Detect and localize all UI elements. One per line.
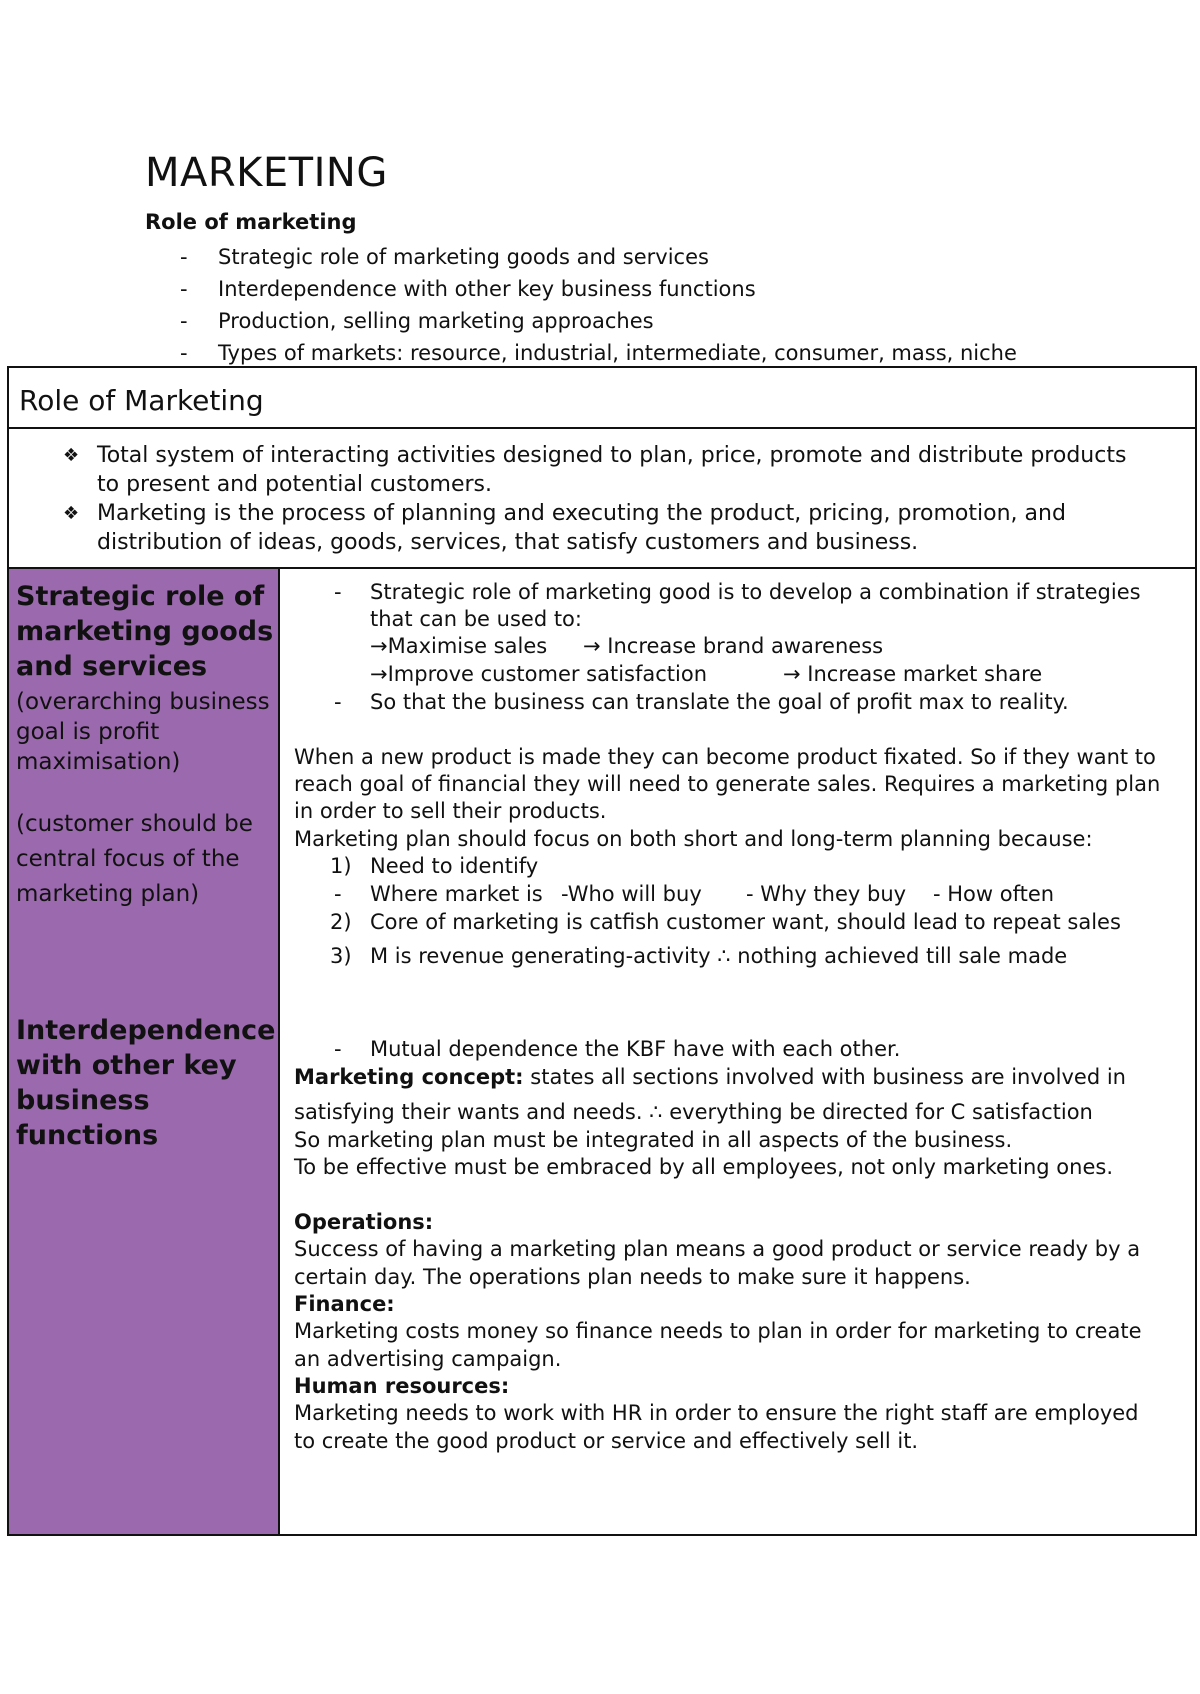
- sub-item: - How often: [933, 882, 1055, 906]
- finance-label: Finance:: [294, 1292, 395, 1316]
- operations-label: Operations:: [294, 1210, 434, 1234]
- paragraph-line: To be effective must be embraced by all employees, not only marketing ones.: [294, 1155, 1113, 1179]
- marketing-concept-line: Marketing concept: states all sections involved with business are involved in: [294, 1065, 1126, 1089]
- content-column: [280, 569, 1195, 1534]
- strategic-note: (overarching business goal is profit maximisation): [16, 689, 270, 775]
- role-of-marketing-table: [7, 366, 1197, 1536]
- sub-item: -Who will buy: [561, 882, 702, 906]
- numbered-item: M is revenue generating-activity ∴ nothing achieved till sale made: [370, 944, 1068, 968]
- paragraph-line: So marketing plan must be integrated in all aspects of the business.: [294, 1128, 1013, 1152]
- paragraph-line: reach goal of financial they will need to generate sales. Requires a marketing plan: [294, 772, 1161, 796]
- definitions: [9, 429, 1195, 569]
- table-header: Role of Marketing: [9, 368, 1195, 429]
- dash-bullet: -: [180, 277, 188, 301]
- sub-item: Where market is: [370, 882, 543, 906]
- aim-item: →Maximise sales: [370, 634, 548, 658]
- dash-bullet: -: [180, 341, 188, 365]
- list-item: - Strategic role of marketing goods and services: [180, 241, 1017, 273]
- table-body: [9, 569, 1195, 1534]
- list-item: - Production, selling marketing approaches: [180, 305, 1017, 337]
- dash-bullet: -: [180, 245, 188, 269]
- hr-label: Human resources:: [294, 1374, 510, 1398]
- dash-bullet: -: [180, 309, 188, 333]
- number-label: 3): [330, 944, 352, 968]
- paragraph-line: certain day. The operations plan needs to make sure it happens.: [294, 1265, 971, 1289]
- paragraph-line: in order to sell their products.: [294, 799, 607, 823]
- definition-item: ❖ Marketing is the process of planning and executing the product, pricing, promotion, and distribution of ideas, goods, services, that satisfy customers and business.: [63, 501, 1066, 555]
- strategic-bullet-line: So that the business can translate the goal of profit max to reality.: [370, 690, 1069, 714]
- paragraph-line: an advertising campaign.: [294, 1347, 562, 1371]
- strategic-bullet-line: that can be used to:: [370, 607, 582, 631]
- diamond-bullet-icon: ❖: [63, 503, 80, 524]
- list-item: - Types of markets: resource, industrial, intermediate, consumer, mass, niche: [180, 337, 1017, 369]
- diamond-bullet-icon: ❖: [63, 445, 80, 466]
- dash-bullet: -: [334, 1037, 342, 1061]
- topic-list: [180, 241, 1017, 369]
- paragraph-line: Success of having a marketing plan means a good product or service ready by a: [294, 1237, 1141, 1261]
- numbered-item: Need to identify: [370, 854, 539, 878]
- paragraph-line: Marketing costs money so finance needs to plan in order for marketing to create: [294, 1319, 1142, 1343]
- list-item: - Interdependence with other key business functions: [180, 273, 1017, 305]
- paragraph-line: to create the good product or service and effectively sell it.: [294, 1429, 919, 1453]
- aim-item: →Improve customer satisfaction: [370, 662, 708, 686]
- interdependence-bullet: Mutual dependence the KBF have with each other.: [370, 1037, 901, 1061]
- strategic-heading: Strategic role of marketing goods and services: [16, 581, 274, 682]
- strategic-bullet-line: Strategic role of marketing good is to develop a combination if strategies: [370, 580, 1141, 604]
- interdependence-heading: Interdependence with other key business functions: [16, 1015, 276, 1151]
- customer-focus-note: (customer should be central focus of the marketing plan): [16, 811, 253, 907]
- paragraph-line: satisfying their wants and needs. ∴ everything be directed for C satisfaction: [294, 1100, 1093, 1124]
- page-title: MARKETING: [145, 150, 388, 196]
- aim-item: → Increase market share: [783, 662, 1043, 686]
- number-label: 2): [330, 910, 352, 934]
- paragraph-line: Marketing plan should focus on both short and long-term planning because:: [294, 827, 1093, 851]
- aim-item: → Increase brand awareness: [583, 634, 884, 658]
- definition-item: ❖ Total system of interacting activities designed to plan, price, promote and distribute products to present and potential customers.: [63, 443, 1127, 497]
- number-label: 1): [330, 854, 352, 878]
- sub-item: - Why they buy: [746, 882, 907, 906]
- dash-bullet: -: [334, 882, 342, 906]
- dash-bullet: -: [334, 580, 342, 604]
- paragraph-line: Marketing needs to work with HR in order to ensure the right staff are employed: [294, 1401, 1139, 1425]
- dash-bullet: -: [334, 690, 342, 714]
- numbered-item: Core of marketing is catfish customer want, should lead to repeat sales: [370, 910, 1121, 934]
- page-subtitle: Role of marketing: [145, 210, 357, 234]
- sidebar-column: [9, 569, 280, 1534]
- paragraph-line: When a new product is made they can become product fixated. So if they want to: [294, 745, 1156, 769]
